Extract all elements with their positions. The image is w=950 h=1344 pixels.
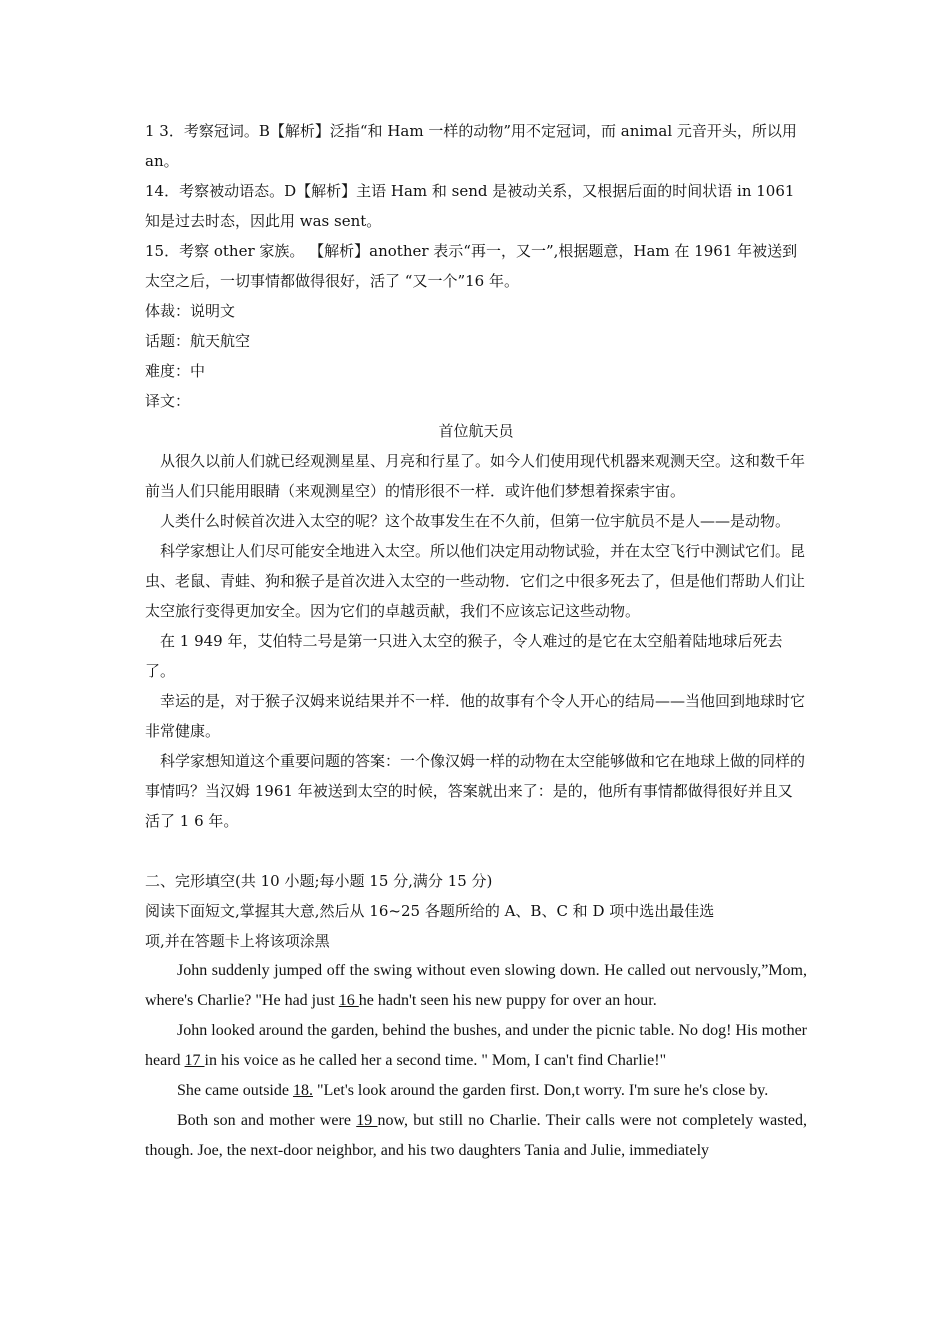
passage-paragraph [145, 956, 807, 1016]
translation-paragraph: 科学家想让人们尽可能安全地进入太空。所以他们决定用动物试验，并在太空飞行中测试它们。昆虫、老鼠、青蛙、狗和猴子是首次进入太空的一些动物．它们之中很多死去了，但是他们帮助人们让太空旅行变得更加安全。因为它们的卓越贡献，我们不应该忘记这些动物。 [145, 542, 806, 620]
passage-paragraph [145, 1016, 807, 1076]
section-heading: 二、完形填空(共 10 小题;每小题 15 分,满分 15 分) [145, 872, 493, 890]
instructions-line: 项,并在答题卡上将该项涂黑 [145, 932, 330, 950]
passage-text: John suddenly jumped off the swing without even slowing down. He called out nervously,”Mom, where's Charlie? "He had just [145, 962, 807, 1009]
passage-text: She came outside [177, 1082, 293, 1099]
difficulty-line: 难度：中 [145, 362, 206, 380]
passage-text: "Let's look around the garden first. Don,t worry. I'm sure he's close by. [312, 1082, 769, 1099]
blank-16: 16 [338, 992, 359, 1009]
instructions-line: 阅读下面短文,掌握其大意,然后从 16~25 各题所给的 A、B、C 和 D 项中选出最佳选 [145, 902, 715, 920]
translation-paragraph: 在 1 949 年，艾伯特二号是第一只进入太空的猴子，令人难过的是它在太空船着陆地球后死去了。 [145, 632, 783, 680]
topic-line: 话题：航天航空 [145, 332, 251, 350]
blank-19: 19 [356, 1112, 378, 1129]
passage-text: in his voice as he called her a second time. " Mom, I can't find Charlie!" [204, 1052, 667, 1069]
section-spacer [145, 836, 807, 866]
translation-paragraph: 从很久以前人们就已经观测星星、月亮和行星了。如今人们使用现代机器来观测天空。这和数千年前当人们只能用眼睛（来观测星空）的情形很不一样．或许他们梦想着探索宇宙。 [145, 452, 806, 500]
document-page [145, 116, 807, 1166]
answer-15: 15．考察 other 家族。 【解析】another 表示“再一，又一”,根据题意，Ham 在 1961 年被送到太空之后，一切事情都做得很好，活了 “又一个”16 年。 [145, 242, 798, 290]
passage-paragraph [145, 1076, 807, 1106]
passage-paragraph [145, 1106, 807, 1166]
blank-17: 17 [184, 1052, 205, 1069]
translation-title: 首位航天员 [438, 422, 514, 440]
passage-text: now, but still no Charlie. Their calls were not completely wasted, though. Joe, the next-door neighbor, and his two daughters Tania and Julie, immediately [145, 1112, 808, 1159]
blank-18: 18. [292, 1082, 313, 1099]
translation-paragraph: 幸运的是，对于猴子汉姆来说结果并不一样．他的故事有个令人开心的结局——当他回到地球时它非常健康。 [145, 692, 806, 740]
answer-14: 14．考察被动语态。D【解析】主语 Ham 和 send 是被动关系，又根据后面的时间状语 in 1061 知是过去时态，因此用 was sent。 [145, 182, 795, 230]
translation-label: 译文： [145, 392, 191, 410]
passage-text: he hadn't seen his new puppy for over an hour. [358, 992, 657, 1009]
translation-paragraph: 科学家想知道这个重要问题的答案：一个像汉姆一样的动物在太空能够做和它在地球上做的同样的事情吗？当汉姆 1961 年被送到太空的时候，答案就出来了：是的，他所有事情都做得很好并且又活了 1 6 年。 [145, 752, 806, 830]
answer-13: 1 3．考察冠词。B【解析】泛指“和 Ham 一样的动物”用不定冠词，而 animal 元音开头，所以用 an。 [145, 122, 797, 170]
genre-line: 体裁：说明文 [145, 302, 236, 320]
passage-text: Both son and mother were [177, 1112, 357, 1129]
translation-paragraph: 人类什么时候首次进入太空的呢？这个故事发生在不久前，但第一位宇航员不是人——是动物。 [160, 512, 791, 530]
passage-text: John looked around the garden, behind the bushes, and under the picnic table. No dog! His mother heard [145, 1022, 807, 1069]
